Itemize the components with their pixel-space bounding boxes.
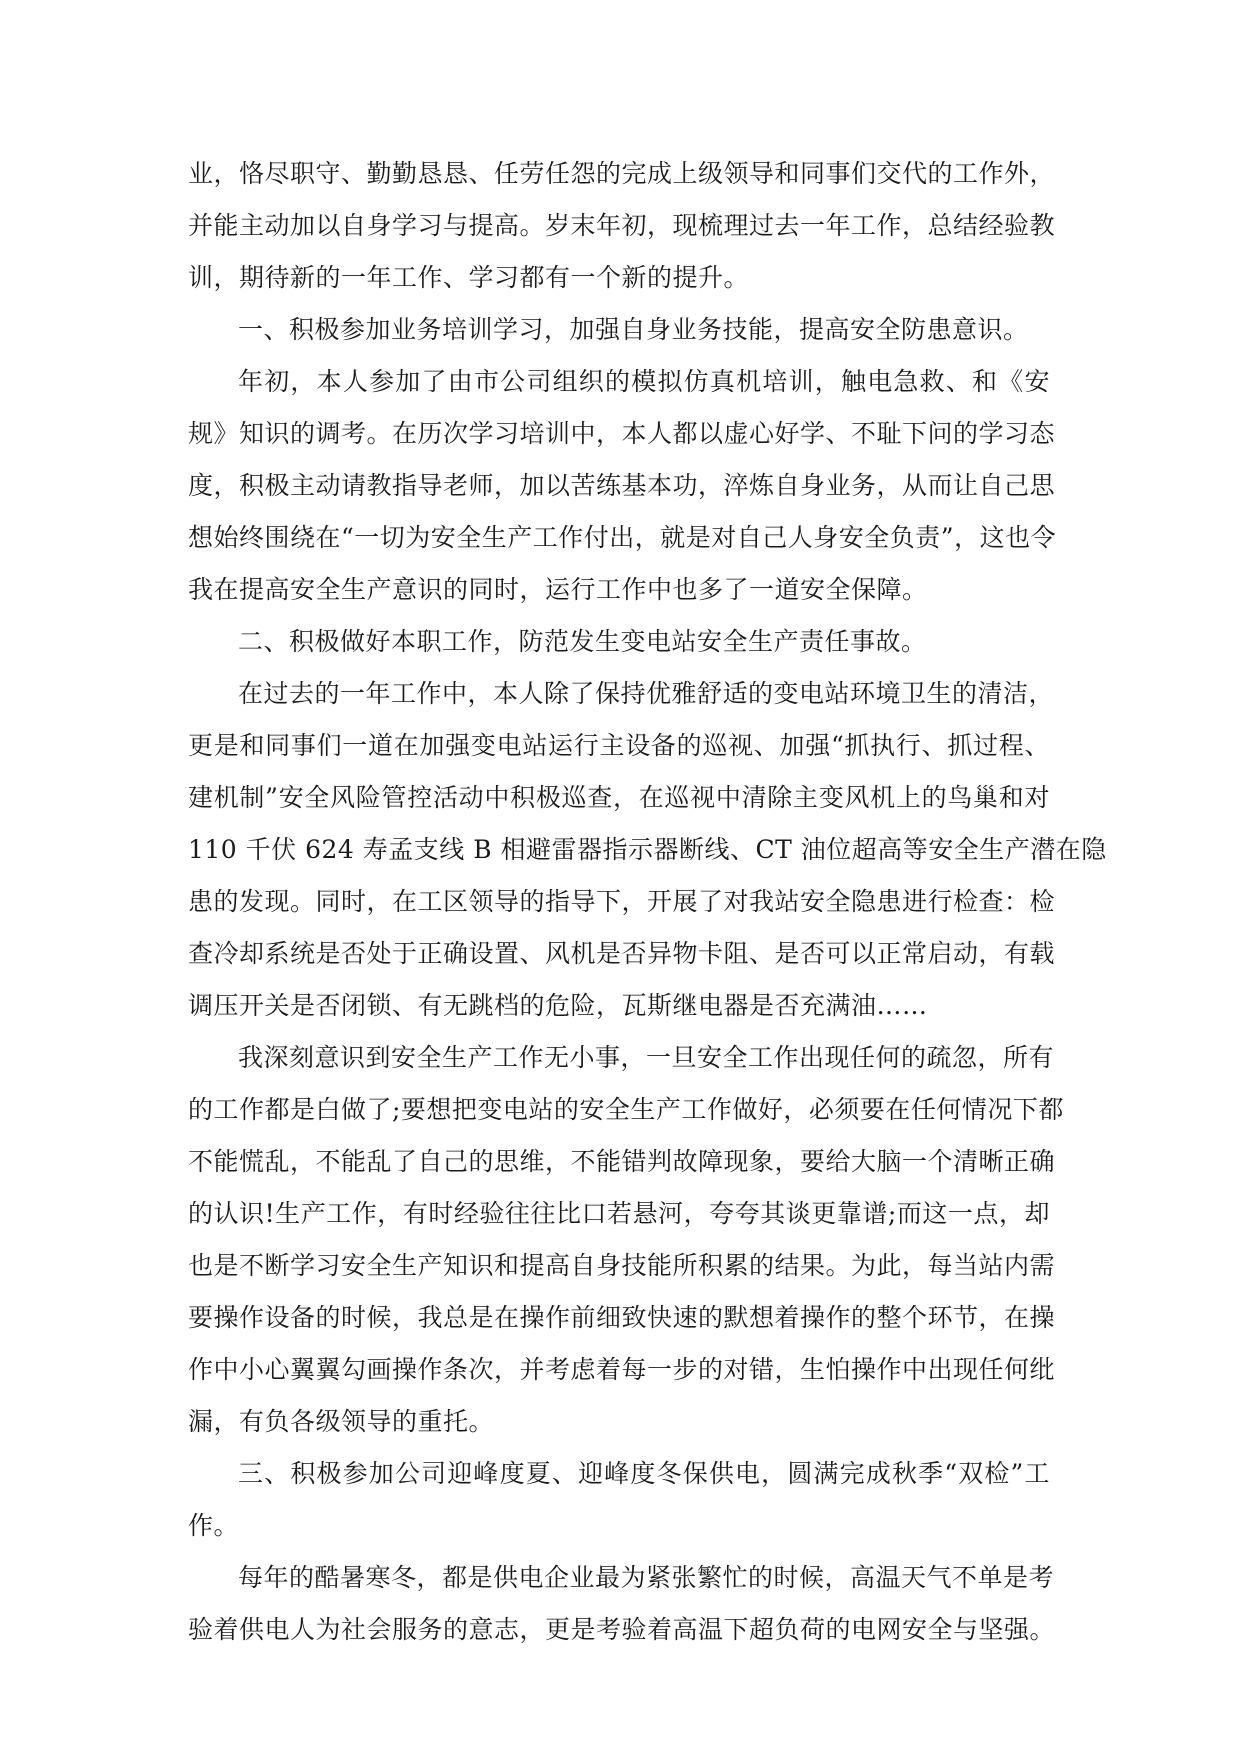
text-line: 三、积极参加公司迎峰度夏、迎峰度冬保供电，圆满完成秋季“双检”工 [238, 1459, 1050, 1488]
text-line: 在过去的一年工作中，本人除了保持优雅舒适的变电站环境卫生的清洁， [238, 679, 1055, 708]
text-line: 规》知识的调考。在历次学习培训中，本人都以虚心好学、不耻下问的学习态 [188, 419, 1056, 448]
text-line: 作。 [188, 1511, 240, 1540]
text-line: 查冷却系统是否处于正确设置、风机是否异物卡阻、是否可以正常启动，有载 [188, 939, 1056, 968]
text-line: 110 千伏 624 寿孟支线 B 相避雷器指示器断线、CT 油位超高等安全生产潜在隐 [188, 835, 1107, 864]
paragraph [188, 1552, 1056, 1656]
text-line: 训，期待新的一年工作、学习都有一个新的提升。 [188, 263, 750, 292]
text-line: 年初，本人参加了由市公司组织的模拟仿真机培训，触电急救、和《安 [238, 367, 1050, 396]
text-line: 业，恪尽职守、勤勤恳恳、任劳任怨的完成上级领导和同事们交代的工作外， [188, 159, 1056, 188]
text-line: 我深刻意识到安全生产工作无小事，一旦安全工作出现任何的疏忽，所有 [238, 1043, 1055, 1072]
text-line: 验着供电人为社会服务的意志，更是考验着高温下超负荷的电网安全与坚强。 [188, 1615, 1056, 1644]
section-heading [188, 304, 1050, 356]
paragraph [188, 356, 1057, 616]
text-line: 要操作设备的时候，我总是在操作前细致快速的默想着操作的整个环节，在操 [188, 1303, 1056, 1332]
text-line: 并能主动加以自身学习与提高。岁末年初，现梳理过去一年工作，总结经验教 [188, 211, 1056, 240]
paragraph [188, 1032, 1064, 1448]
text-line: 作中小心翼翼勾画操作条次，并考虑着每一步的对错，生怕操作中出现任何纰 [188, 1355, 1056, 1384]
section-heading [188, 1448, 1050, 1552]
text-line: 漏，有负各级领导的重托。 [188, 1407, 495, 1436]
paragraph [188, 148, 1056, 304]
text-line: 的工作都是白做了;要想把变电站的安全生产工作做好，必须要在任何情况下都 [188, 1095, 1064, 1124]
document-body [188, 148, 1107, 1656]
text-line: 也是不断学习安全生产知识和提高自身技能所积累的结果。为此，每当站内需 [188, 1251, 1056, 1280]
section-heading [188, 616, 1050, 668]
text-line: 的认识!生产工作，有时经验往往比口若悬河，夸夸其谈更靠谱;而这一点，却 [188, 1199, 1050, 1228]
text-line: 一、积极参加业务培训学习，加强自身业务技能，提高安全防患意识。 [238, 315, 1029, 344]
paragraph [188, 668, 1107, 1032]
text-line: 调压开关是否闭锁、有无跳档的危险，瓦斯继电器是否充满油…… [188, 991, 928, 1020]
text-line: 想始终围绕在“一切为安全生产工作付出，就是对自己人身安全负责”，这也令 [188, 523, 1057, 552]
text-line: 建机制”安全风险管控活动中积极巡查，在巡视中清除主变风机上的鸟巢和对 [188, 783, 1050, 812]
text-line: 我在提高安全生产意识的同时，运行工作中也多了一道安全保障。 [188, 575, 928, 604]
text-line: 更是和同事们一道在加强变电站运行主设备的巡视、加强“抓执行、抓过程、 [188, 731, 1050, 760]
text-line: 患的发现。同时，在工区领导的指导下，开展了对我站安全隐患进行检查：检 [188, 887, 1056, 916]
text-line: 度，积极主动请教指导老师，加以苦练基本功，淬炼自身业务，从而让自己思 [188, 471, 1056, 500]
text-line: 每年的酷暑寒冬，都是供电企业最为紧张繁忙的时候，高温天气不单是考 [238, 1563, 1055, 1592]
text-line: 二、积极做好本职工作，防范发生变电站安全生产责任事故。 [238, 627, 927, 656]
text-line: 不能慌乱，不能乱了自己的思维，不能错判故障现象，要给大脑一个清晰正确 [188, 1147, 1056, 1176]
